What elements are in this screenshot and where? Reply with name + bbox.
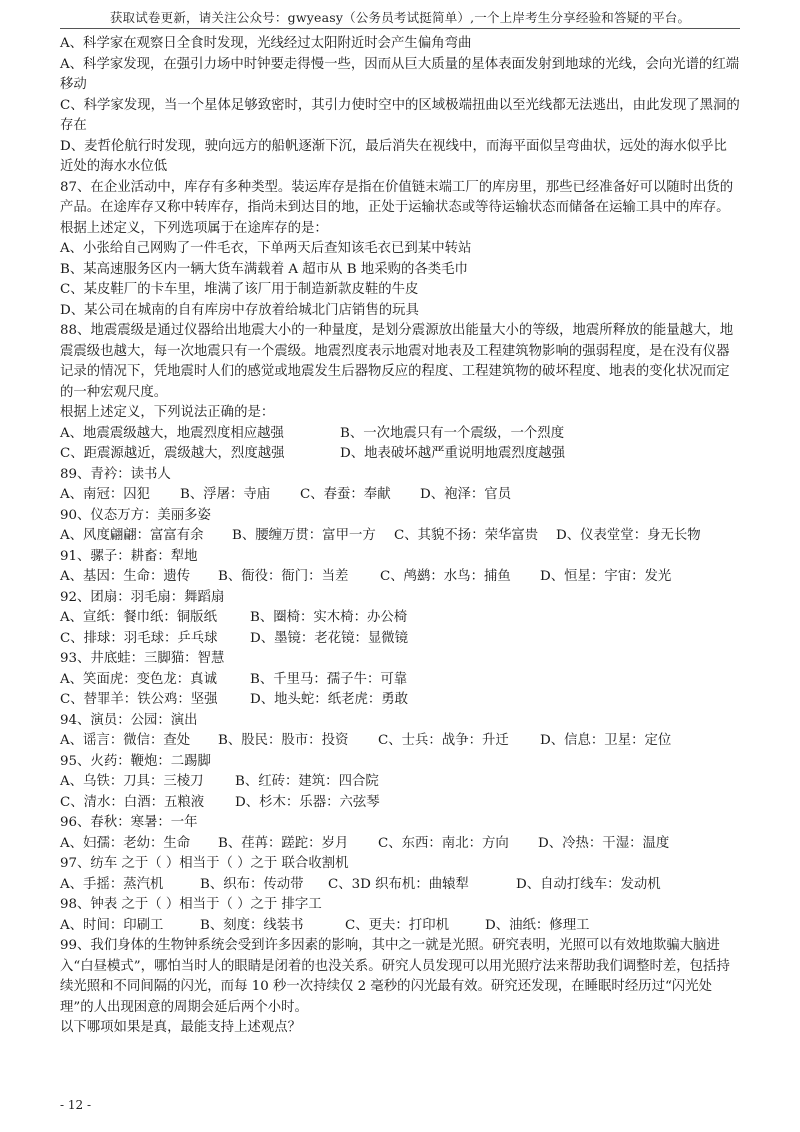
header-divider <box>60 28 740 29</box>
q89-stem: 89、青衿：读书人 <box>60 466 171 482</box>
q98-options-row <box>60 916 740 937</box>
q86-option-a1: A、科学家在观察日全食时发现，光线经过太阳附近时会产生偏角弯曲 <box>60 36 472 51</box>
q95-options-row-1 <box>60 772 740 793</box>
question-95 <box>60 752 740 814</box>
q95-option-d: D、杉木：乐器：六弦琴 <box>235 794 380 810</box>
q90-options-row <box>60 526 740 547</box>
q90-option-c: C、其貌不扬：荣华富贵 <box>394 528 539 543</box>
question-90 <box>60 506 740 547</box>
q93-option-a: A、笑面虎：变色龙：真诚 <box>60 671 217 687</box>
q89-option-b: B、浮屠：寺庙 <box>180 487 271 502</box>
q86-options <box>60 34 740 178</box>
q88-options-row-1 <box>60 424 740 445</box>
q96-stem: 96、春秋：寒暑：一年 <box>60 815 198 830</box>
q94-option-d: D、信息：卫星：定位 <box>540 733 672 748</box>
q86-option-c: C、科学家发现，当一个星体足够致密时，其引力使时空中的区域极端扭曲以至光线都无法逃出，由此发现了黑洞的存在 <box>60 97 740 133</box>
page-number: - 12 - <box>60 1098 92 1112</box>
q92-options-row-1 <box>60 608 740 629</box>
q96-option-a: A、妇孺：老幼：生命 <box>60 835 191 851</box>
q98-option-d: D、油纸：修理工 <box>485 917 590 933</box>
q94-option-b: B、股民：股市：投资 <box>218 733 349 748</box>
q87-question: 根据上述定义，下列选项属于在途库存的是： <box>60 220 328 236</box>
q93-option-c: C、替罪羊：铁公鸡：坚强 <box>60 692 218 707</box>
q90-option-d: D、仪表堂堂：身无长物 <box>556 528 701 543</box>
q86-option-d: D、麦哲伦航行时发现，驶向远方的船帆逐渐下沉，最后消失在视线中，而海平面似呈弯曲状，远处的海水似乎比近处的海水水位低 <box>60 138 727 174</box>
exam-content <box>60 34 740 1039</box>
question-98 <box>60 895 740 936</box>
question-94 <box>60 711 740 752</box>
q94-options-row <box>60 731 740 752</box>
q91-option-d: D、恒星：宇宙：发光 <box>540 569 672 584</box>
question-97 <box>60 854 740 895</box>
q88-option-b: B、一次地震只有一个震级，一个烈度 <box>340 425 565 441</box>
q95-option-a: A、乌铁：刀具：三棱刀 <box>60 774 204 789</box>
q91-option-b: B、衙役：衙门：当差 <box>218 569 349 584</box>
q87-option-a: A、小张给自己网购了一件毛衣，下单两天后查知该毛衣已到某中转站 <box>60 241 472 256</box>
q97-option-b: B、织布：传动带 <box>200 876 304 892</box>
question-88 <box>60 321 740 465</box>
q97-stem: 97、纺车 之于（ ）相当于（ ）之于 联合收割机 <box>60 856 349 871</box>
q98-option-a: A、时间：印刷工 <box>60 917 164 933</box>
q92-option-d: D、墨镜：老花镜：显微镜 <box>250 630 409 646</box>
q87-option-d: D、某公司在城南的自有库房中存放着给城北门店销售的玩具 <box>60 302 419 318</box>
q90-stem: 90、仪态万方：美丽多姿 <box>60 507 211 523</box>
q92-option-b: B、圈椅：实木椅：办公椅 <box>250 610 408 625</box>
q98-option-c: C、更夫：打印机 <box>345 917 449 933</box>
q97-option-a: A、手摇：蒸汽机 <box>60 876 164 892</box>
question-91 <box>60 547 740 588</box>
q99-question: 以下哪项如果是真，最能支持上述观点？ <box>60 1020 302 1035</box>
q92-stem: 92、团扇：羽毛扇：舞蹈扇 <box>60 589 225 605</box>
q88-options-row-2 <box>60 444 740 465</box>
question-87 <box>60 178 740 322</box>
q97-options-row <box>60 875 740 896</box>
q88-option-c: C、距震源越近，震级越大，烈度越强 <box>60 446 285 461</box>
q93-options-row-1 <box>60 670 740 691</box>
q91-options-row <box>60 567 740 588</box>
q87-stem: 87、在企业活动中，库存有多种类型。装运库存是指在价值链末端工厂的库房里，那些已经准备好可以随时出货的产品。在途库存又称中转库存，指尚未到达目的地，正处于运输状态或等待运输状态而储备在运输工具中的库存。 <box>60 179 734 215</box>
q88-stem: 88、地震震级是通过仪器给出地震大小的一种量度，是划分震源放出能量大小的等级，地震所释放的能量越大，地震震级也越大，每一次地震只有一个震级。地震烈度表示地震对地表及工程建筑物影响的强弱程度，是在没有仪器记录的情况下，凭地震时人们的感觉或地震发生后器物反应的程度、工程建筑物的破坏程度、地表的变化状况而定的一种宏观尺度。 <box>60 323 734 400</box>
q93-option-d: D、地头蛇：纸老虎：勇敢 <box>250 692 409 707</box>
q89-option-c: C、春蚕：奉献 <box>300 487 391 502</box>
q93-options-row-2 <box>60 690 740 711</box>
question-99 <box>60 936 740 1039</box>
q92-option-c: C、排球：羽毛球：乒乓球 <box>60 630 218 646</box>
q92-options-row-2 <box>60 629 740 650</box>
q89-option-d: D、袍泽：官员 <box>420 487 512 502</box>
q91-option-a: A、基因：生命：遗传 <box>60 569 191 584</box>
q95-options-row-2 <box>60 793 740 814</box>
q91-option-c: C、鸬鹚：水鸟：捕鱼 <box>380 569 511 584</box>
q93-option-b: B、千里马：孺子牛：可靠 <box>250 671 408 687</box>
q90-option-a: A、风度翩翩：富富有余 <box>60 528 204 543</box>
question-96 <box>60 813 740 854</box>
q98-option-b: B、刻度：线装书 <box>200 917 304 933</box>
q86-option-a2: A、科学家发现，在强引力场中时钟要走得慢一些，因而从巨大质量的星体表面发射到地球的光线，会向光谱的红端移动 <box>60 56 740 92</box>
q91-stem: 91、骡子：耕畜：犁地 <box>60 548 198 564</box>
q96-option-b: B、荏苒：蹉跎：岁月 <box>218 835 349 851</box>
q95-stem: 95、火药：鞭炮：二踢脚 <box>60 753 211 769</box>
q94-stem: 94、演员：公园：演出 <box>60 712 198 728</box>
q88-option-a: A、地震震级越大，地震烈度相应越强 <box>60 425 284 441</box>
question-89 <box>60 465 740 506</box>
q96-option-d: D、冷热：干湿：温度 <box>538 835 670 851</box>
q87-option-b: B、某高速服务区内一辆大货车满载着 A 超市从 B 地采购的各类毛巾 <box>60 261 468 277</box>
q89-option-a: A、南冠：囚犯 <box>60 487 151 502</box>
q90-option-b: B、腰缠万贯：富甲一方 <box>232 528 376 543</box>
q96-option-c: C、东西：南北：方向 <box>378 835 509 851</box>
q87-option-c: C、某皮鞋厂的卡车里，堆满了该厂用于制造新款皮鞋的牛皮 <box>60 282 419 297</box>
question-93 <box>60 649 740 711</box>
q99-stem: 99、我们身体的生物钟系统会受到许多因素的影响，其中之一就是光照。研究表明，光照可以有效地欺骗大脑进入“白昼模式”，哪怕当时人的眼睛是闭着的也没关系。研究人员发现可以用光照疗法来帮助我们调整时差，包括持续光照和不同间隔的闪光，而每 10 秒一次持续仅 2 毫秒的闪光最有效。研究还发现，在睡眠时经历过“闪光处理”的人出现困意的周期会延后两个小时。 <box>60 938 730 1015</box>
q89-options-row <box>60 485 740 506</box>
q92-option-a: A、宣纸：餐巾纸：铜版纸 <box>60 610 217 625</box>
question-92 <box>60 588 740 650</box>
page-header-notice: 获取试卷更新，请关注公众号：gwyeasy（公务员考试挺简单）,一个上岸考生分享经验和答疑的平台。 <box>109 10 691 25</box>
q95-option-c: C、清水：白酒：五粮液 <box>60 794 205 810</box>
q94-option-a: A、谣言：微信：查处 <box>60 733 191 748</box>
q94-option-c: C、士兵：战争：升迁 <box>378 733 509 748</box>
q88-question: 根据上述定义，下列说法正确的是： <box>60 405 275 420</box>
q88-option-d: D、地表破坏越严重说明地震烈度越强 <box>340 446 565 461</box>
q98-stem: 98、钟表 之于（ ）相当于（ ）之于 排字工 <box>60 897 322 912</box>
q96-options-row <box>60 834 740 855</box>
q97-option-d: D、自动打线车：发动机 <box>516 876 661 892</box>
q97-option-c: C、3D 织布机：曲辕犁 <box>328 876 469 892</box>
q95-option-b: B、红砖：建筑：四合院 <box>235 774 379 789</box>
q93-stem: 93、井底蛙：三脚猫：智慧 <box>60 651 225 666</box>
